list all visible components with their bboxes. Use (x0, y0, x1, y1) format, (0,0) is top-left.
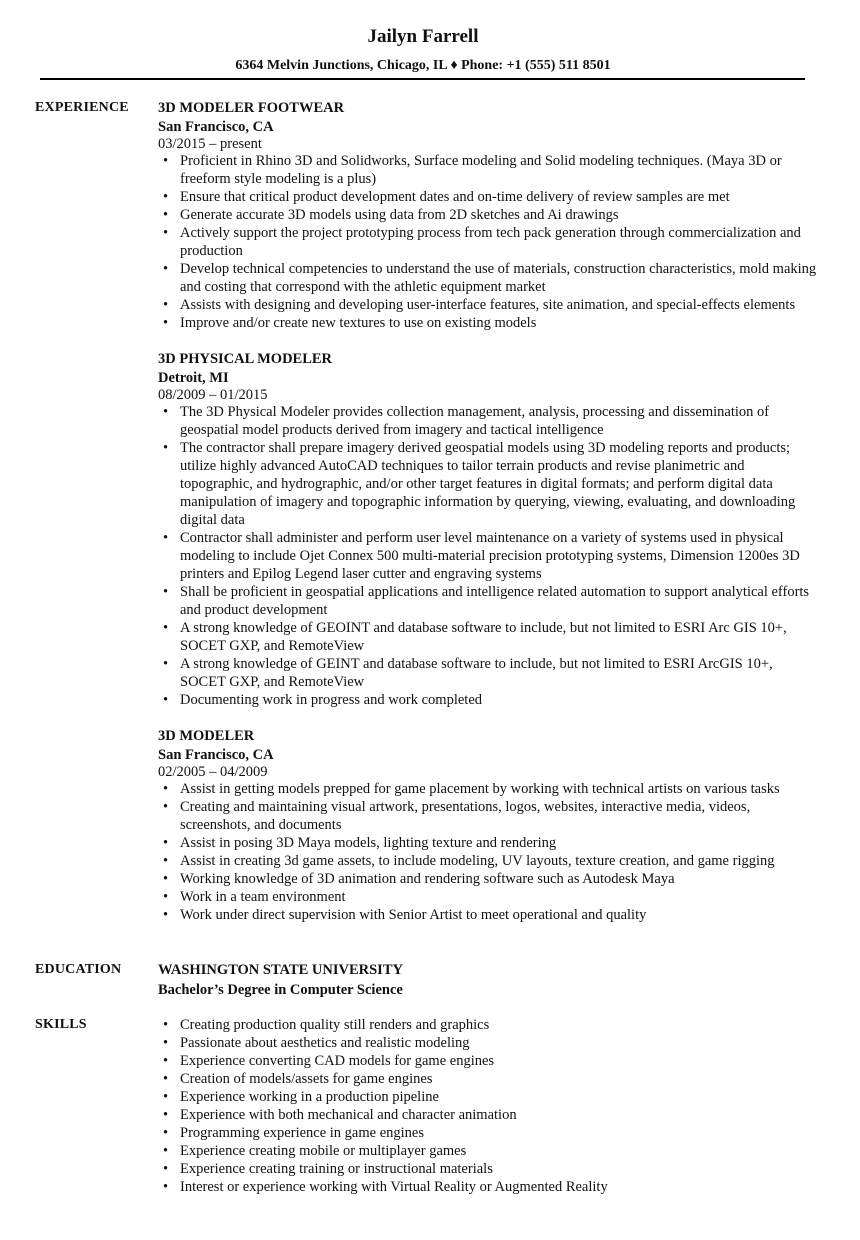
list-item: • Assists with designing and developing user-interface features, site animation, and special-effects elements (180, 296, 818, 314)
list-item: • Assist in posing 3D Maya models, lighting texture and rendering (180, 834, 818, 852)
list-item: • Experience with both mechanical and character animation (180, 1106, 818, 1124)
candidate-name: Jailyn Farrell (367, 26, 479, 47)
degree-name: Bachelor’s Degree in Computer Science (158, 982, 403, 998)
job-duties (158, 152, 818, 332)
section-label-education: EDUCATION (35, 962, 122, 977)
list-item: • Assist in getting models prepped for game placement by working with technical artists on various tasks (180, 780, 818, 798)
job-title: 3D MODELER FOOTWEAR (158, 100, 345, 116)
list-item: • Work in a team environment (180, 888, 818, 906)
job-dates: 02/2005 – 04/2009 (158, 764, 268, 780)
list-item: • A strong knowledge of GEINT and database software to include, but not limited to ESRI ArcGIS 10+, SOCET GXP, and RemoteView (180, 655, 818, 691)
list-item: • A strong knowledge of GEOINT and database software to include, but not limited to ESRI Arc GIS 10+, SOCET GXP, and RemoteView (180, 619, 818, 655)
list-item: • Experience working in a production pipeline (180, 1088, 818, 1106)
list-item: • Experience creating mobile or multiplayer games (180, 1142, 818, 1160)
list-item: • Experience creating training or instructional materials (180, 1160, 818, 1178)
list-item: • Shall be proficient in geospatial applications and intelligence related automation to support analytical efforts and product development (180, 583, 818, 619)
list-item: • The contractor shall prepare imagery derived geospatial models using 3D modeling reports and products; utilize highly advanced AutoCAD techniques to tailor terrain products and revise planimetric and topographic, and hydrographic, and/or other target features in digital formats; and perform digital data manipulation of imagery and topographic information by querying, viewing, evaluating, and downloading digital data (180, 439, 818, 529)
job-location: San Francisco, CA (158, 747, 274, 763)
section-label-skills: SKILLS (35, 1017, 87, 1032)
job-entry (158, 727, 818, 924)
job-duties (158, 403, 818, 709)
skills-bullets (158, 1016, 818, 1196)
job-location: San Francisco, CA (158, 119, 274, 135)
list-item: • Programming experience in game engines (180, 1124, 818, 1142)
list-item: • Proficient in Rhino 3D and Solidworks, Surface modeling and Solid modeling techniques. (Maya 3D or freeform style modeling is a plus) (180, 152, 818, 188)
list-item: • Generate accurate 3D models using data from 2D sketches and Ai drawings (180, 206, 818, 224)
list-item: • Passionate about aesthetics and realistic modeling (180, 1034, 818, 1052)
contact-line: 6364 Melvin Junctions, Chicago, IL ♦ Phone: +1 (555) 511 8501 (235, 58, 611, 73)
header-divider (40, 78, 805, 80)
list-item: • Creating and maintaining visual artwork, presentations, logos, websites, interactive media, videos, screenshots, and documents (180, 798, 818, 834)
experience-list (158, 99, 818, 942)
education-entry (158, 961, 818, 999)
job-entry (158, 350, 818, 709)
list-item: • The 3D Physical Modeler provides collection management, analysis, processing and dissemination of geospatial model products derived from imagery and tactical intelligence (180, 403, 818, 439)
school-name: WASHINGTON STATE UNIVERSITY (158, 962, 403, 978)
job-entry (158, 99, 818, 332)
list-item: • Interest or experience working with Virtual Reality or Augmented Reality (180, 1178, 818, 1196)
list-item: • Ensure that critical product development dates and on-time delivery of review samples are met (180, 188, 818, 206)
list-item: • Contractor shall administer and perform user level maintenance on a variety of systems used in physical modeling to include Ojet Connex 500 multi-material precision prototyping systems, Dimension 1200es 3D printers and Epilog Legend laser cutter and engraving systems (180, 529, 818, 583)
list-item: • Creation of models/assets for game engines (180, 1070, 818, 1088)
list-item: • Creating production quality still renders and graphics (180, 1016, 818, 1034)
resume-header (0, 25, 846, 75)
list-item: • Documenting work in progress and work completed (180, 691, 818, 709)
job-dates: 08/2009 – 01/2015 (158, 387, 268, 403)
list-item: • Working knowledge of 3D animation and rendering software such as Autodesk Maya (180, 870, 818, 888)
list-item: • Develop technical competencies to understand the use of materials, construction characteristics, mold making and costing that correspond with the athletic equipment market (180, 260, 818, 296)
list-item: • Assist in creating 3d game assets, to include modeling, UV layouts, texture creation, and game rigging (180, 852, 818, 870)
list-item: • Experience converting CAD models for game engines (180, 1052, 818, 1070)
job-dates: 03/2015 – present (158, 136, 262, 152)
list-item: • Actively support the project prototyping process from tech pack generation through commercialization and production (180, 224, 818, 260)
skills-list (158, 1016, 818, 1196)
job-duties (158, 780, 818, 924)
list-item: • Improve and/or create new textures to use on existing models (180, 314, 818, 332)
list-item: • Work under direct supervision with Senior Artist to meet operational and quality (180, 906, 818, 924)
section-label-experience: EXPERIENCE (35, 100, 129, 115)
job-title: 3D PHYSICAL MODELER (158, 351, 333, 367)
job-location: Detroit, MI (158, 370, 229, 386)
job-title: 3D MODELER (158, 728, 255, 744)
